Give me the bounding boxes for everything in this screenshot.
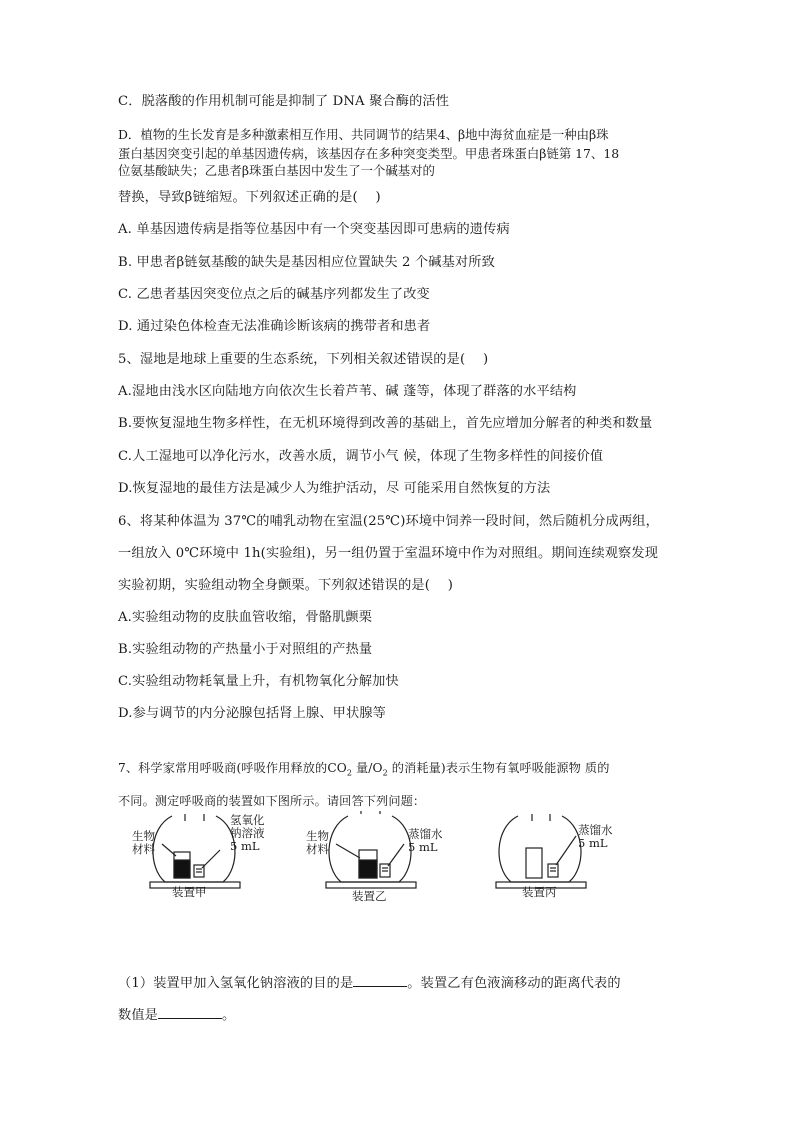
label-jia-right-2: 钠溶液 xyxy=(230,826,265,840)
leader-left-yi xyxy=(336,844,360,858)
leader-right-bing xyxy=(556,836,576,865)
q6-stem-line-2: 一组放入 0℃环境中 1h(实验组)，另一组仍置于室温环境中作为对照组。期间连续观察发现 xyxy=(118,546,659,561)
label-yi-right-1: 蒸馏水 xyxy=(408,827,443,841)
co2-formula: CO xyxy=(327,761,347,775)
q6-stem-line-1: 6、将某种体温为 37℃的哺乳动物在室温(25℃)环境中饲养一段时间，然后随机分成两组， xyxy=(118,514,659,529)
q4-stem-line-3: 位氨基酸缺失；乙患者β珠蛋白基因中发生了一个碱基对的 xyxy=(118,163,435,178)
label-yi-left-1: 生物 xyxy=(306,829,329,843)
beaker-liquid-yi xyxy=(359,860,377,878)
q5-option-d: D.恢复湿地的最佳方法是减少人为维护活动，尽 可能采用自然恢复的方法 xyxy=(118,481,551,496)
d-option: D．植物的生长发育是多种激素相互作用、共同调节的结果4、β地中海贫血症是一种由β珠 xyxy=(118,127,609,142)
caption-bing: 装置丙 xyxy=(522,885,557,899)
label-jia-right-3: 5 mL xyxy=(230,839,260,853)
q4-option-d: D. 通过染色体检查无法准确诊断该病的携带者和患者 xyxy=(118,319,431,334)
q4-option-a: A. 单基因遗传病是指等位基因中有一个突变基因即可患病的遗传病 xyxy=(118,222,510,237)
leader-right-jia xyxy=(202,850,220,868)
c-option: C．脱落酸的作用机制可能是抑制了 DNA 聚合酶的活性 xyxy=(118,94,450,109)
q7-stem-line-2: 不同。测定呼吸商的装置如下图所示。请回答下列问题： xyxy=(118,794,426,808)
q7-sub1-text-b: 。装置乙有色液滴移动的距离代表的 xyxy=(407,976,621,991)
label-jia-left xyxy=(132,830,155,856)
q4-stem-line-2: 蛋白基因突变引起的单基因遗传病，该基因存在多种突变类型。甲患者珠蛋白β链第 17、18 xyxy=(118,146,620,161)
q6-option-d: D.参与调节的内分泌腺包括肾上腺、甲状腺等 xyxy=(118,706,387,721)
q4-option-c: C. 乙患者基因突变位点之后的碱基序列都发生了改变 xyxy=(118,287,430,302)
q7-sub1-text-c: 数值是 xyxy=(118,1008,159,1023)
label-bing-right xyxy=(578,824,613,850)
q7-stem-post: 的消耗量)表示生物有氧呼吸能源物 质的 xyxy=(387,761,610,775)
q5-option-b: B.要恢复湿地生物多样性，在无机环境得到改善的基础上，首先应增加分解者的种类和数量 xyxy=(118,416,653,431)
label-yi-left xyxy=(306,830,329,856)
label-yi-left-2: 材料 xyxy=(306,842,329,856)
label-bing-right-2: 5 mL xyxy=(578,836,608,850)
q6-option-a: A.实验组动物的皮肤血管收缩，骨骼肌颤栗 xyxy=(118,610,373,625)
label-jia-right xyxy=(230,814,265,853)
answer-blank-2[interactable] xyxy=(158,1006,222,1019)
label-jia-left-1: 生物 xyxy=(132,829,155,843)
label-jia-left-2: 材料 xyxy=(132,842,155,856)
label-yi-right-2: 5 mL xyxy=(408,840,438,854)
q5-option-a: A.湿地由浅水区向陆地方向依次生长着芦苇、碱 蓬等，体现了群落的水平结构 xyxy=(118,384,577,399)
q7-sub1-line-2 xyxy=(118,1006,235,1025)
q6-option-c: C.实验组动物耗氧量上升，有机物氧化分解加快 xyxy=(118,674,399,689)
label-jia-right-1: 氢氧化 xyxy=(230,813,265,827)
q6-stem-line-3: 实验初期，实验组动物全身颤栗。下列叙述错误的是( ) xyxy=(118,578,454,593)
respiration-apparatus-figure xyxy=(132,808,660,903)
q5-option-c: C.人工湿地可以净化污水，改善水质，调节小气 候，体现了生物多样性的间接价值 xyxy=(118,449,604,464)
q5-stem: 5、湿地是地球上重要的生态系统，下列相关叙述错误的是( ) xyxy=(118,352,489,367)
label-bing-right-1: 蒸馏水 xyxy=(578,823,613,837)
caption-jia: 装置甲 xyxy=(172,885,207,899)
q7-stem-mid: 量/O xyxy=(352,761,383,775)
leader-left-jia xyxy=(162,844,176,856)
co2-subscript: 2 xyxy=(346,768,353,778)
q7-stem-line-1 xyxy=(118,759,610,782)
label-yi-right xyxy=(408,828,443,854)
caption-yi: 装置乙 xyxy=(352,889,387,903)
q7-stem-pre: 7、科学家常用呼吸商(呼吸作用释放的 xyxy=(118,761,328,775)
q7-sub1-text-a: （1）装置甲加入氢氧化钠溶液的目的是 xyxy=(118,976,354,991)
q7-sub1-line-1 xyxy=(118,974,621,993)
q6-option-b: B.实验组动物的产热量小于对照组的产热量 xyxy=(118,642,373,657)
q4-stem-line-4: 替换，导致β链缩短。下列叙述正确的是( ) xyxy=(118,190,381,205)
q7-sub1-text-d: 。 xyxy=(222,1008,236,1023)
beaker-liquid-jia xyxy=(174,860,190,878)
beaker-empty-bing xyxy=(526,848,542,878)
leader-right-yi xyxy=(388,844,404,866)
o2-subscript: 2 xyxy=(382,768,388,778)
q4-option-b: B. 甲患者β链氨基酸的缺失是基因相应位置缺失 2 个碱基对所致 xyxy=(118,255,495,270)
answer-blank-1[interactable] xyxy=(353,974,407,987)
